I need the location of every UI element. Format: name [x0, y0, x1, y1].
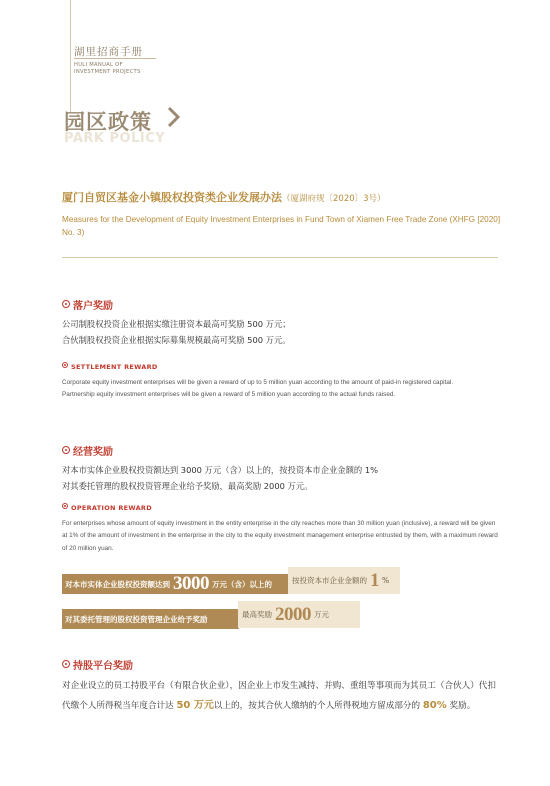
operation-heading-en: [62, 503, 152, 512]
operation-text-en: For enterprises whose amount of equity investment in the entity enterprise in the city reaches more than 30 million yuan (inclusive), a reward will be given at 1% of the amount of investment in the enterprise in the city to the equity investment management enterprise entrusted by them, with a maximum reward of 20 million yuan.: [62, 520, 498, 552]
settlement-heading-en-text: SETTLEMENT REWARD: [71, 363, 158, 371]
band-row2-right-pre: 最高奖励: [242, 610, 272, 619]
settlement-heading-text: 落户奖励: [73, 301, 113, 312]
platform-text-a: 对企业设立的员工持股平台（有限合伙企业），因企业上市发生减持、并购、重组等事项而为其员工（合伙人）代扣代缴个人所得税当年度合计达: [62, 681, 496, 711]
platform-text-b: 以上的，按其合伙人缴纳的个人所得税地方留成部分的: [213, 701, 423, 711]
target-icon: [62, 660, 70, 668]
operation-heading-text: 经营奖励: [73, 447, 113, 458]
policy-title-cn: 厦门自贸区基金小镇股权投资类企业发展办法: [62, 191, 282, 204]
section-title-en: PARK POLICY: [64, 131, 166, 146]
target-icon: [62, 446, 70, 454]
platform-text: [62, 677, 502, 716]
band-row1-num: 3000: [173, 573, 209, 594]
band-row1-post: 万元（含）以上的: [212, 579, 272, 589]
settlement-en-line1: Corporate equity investment enterprises will be given a reward of up to 5 million yuan according to the amount of paid-in registered capital.: [62, 379, 454, 386]
target-icon: [62, 362, 68, 368]
band-row2-left: [62, 609, 239, 629]
target-icon: [62, 300, 70, 308]
settlement-line1: 公司制股权投资企业根据实缴注册资本最高可奖励 500 万元；: [62, 319, 291, 329]
settlement-line2: 合伙制股权投资企业根据实际募集规模最高可奖励 500 万元。: [62, 335, 291, 345]
target-icon: [62, 503, 68, 509]
band-row2-right: [238, 601, 360, 628]
brand-subtitle-line1: HULI MANUAL OF: [74, 62, 123, 68]
platform-text-c: 奖励。: [446, 701, 476, 711]
operation-heading-en-text: OPERATION REWARD: [71, 504, 152, 512]
band-row1-right: [288, 567, 400, 594]
band-row2-right-num: 2000: [275, 603, 311, 625]
platform-heading-text: 持股平台奖励: [73, 661, 133, 672]
band-row1-right-post: %: [382, 576, 390, 585]
operation-text-cn: [62, 462, 502, 494]
operation-heading: [62, 443, 113, 458]
operation-line1: 对本市实体企业股权投资额达到 3000 万元（含）以上的，按投资本市企业金额的 1%: [62, 465, 378, 475]
policy-title: [62, 189, 386, 205]
header-vertical-line: [70, 0, 71, 112]
brand-title: 湖里招商手册: [74, 46, 143, 58]
settlement-text-en: [62, 377, 502, 402]
section-title: 园区政策: [64, 110, 152, 134]
settlement-en-line2: Partnership equity investment enterprises will be given a reward of 5 million yuan according to the actual funds raised.: [62, 391, 396, 399]
brand-rule: [74, 58, 156, 59]
settlement-heading: [62, 297, 113, 312]
settlement-text-cn: [62, 316, 502, 348]
policy-title-ref: （厦湖府规〔2020〕3号）: [282, 194, 386, 204]
band-row1-right-num: 1: [370, 569, 379, 591]
settlement-heading-en: [62, 362, 158, 371]
brand-subtitle-line2: INVESTMENT PROJECTS: [74, 68, 141, 75]
band-row2-left-text: 对其委托管理的股权投资管理企业给予奖励: [65, 614, 208, 624]
operation-line2: 对其委托管理的股权投资管理企业给予奖励，最高奖励 2000 万元。: [62, 481, 313, 491]
policy-title-en: Measures for the Development of Equity Investment Enterprises in Fund Town of Xiamen Free Trade Zone (XHFG [2020] No. 3): [62, 215, 501, 237]
platform-percent: 80%: [422, 700, 447, 711]
brand-subtitle: [74, 62, 141, 75]
band-row2-right-post: 万元: [314, 610, 329, 619]
band-row1-left: [62, 574, 288, 594]
band-row1-right-pre: 按投资本市企业金额的: [292, 576, 367, 585]
chevron-right-icon: [166, 105, 182, 129]
platform-heading: [62, 657, 133, 672]
platform-amount: 50 万元: [176, 700, 214, 711]
band-row1-pre: 对本市实体企业股权投资额达到: [65, 579, 170, 589]
divider: [62, 257, 498, 258]
